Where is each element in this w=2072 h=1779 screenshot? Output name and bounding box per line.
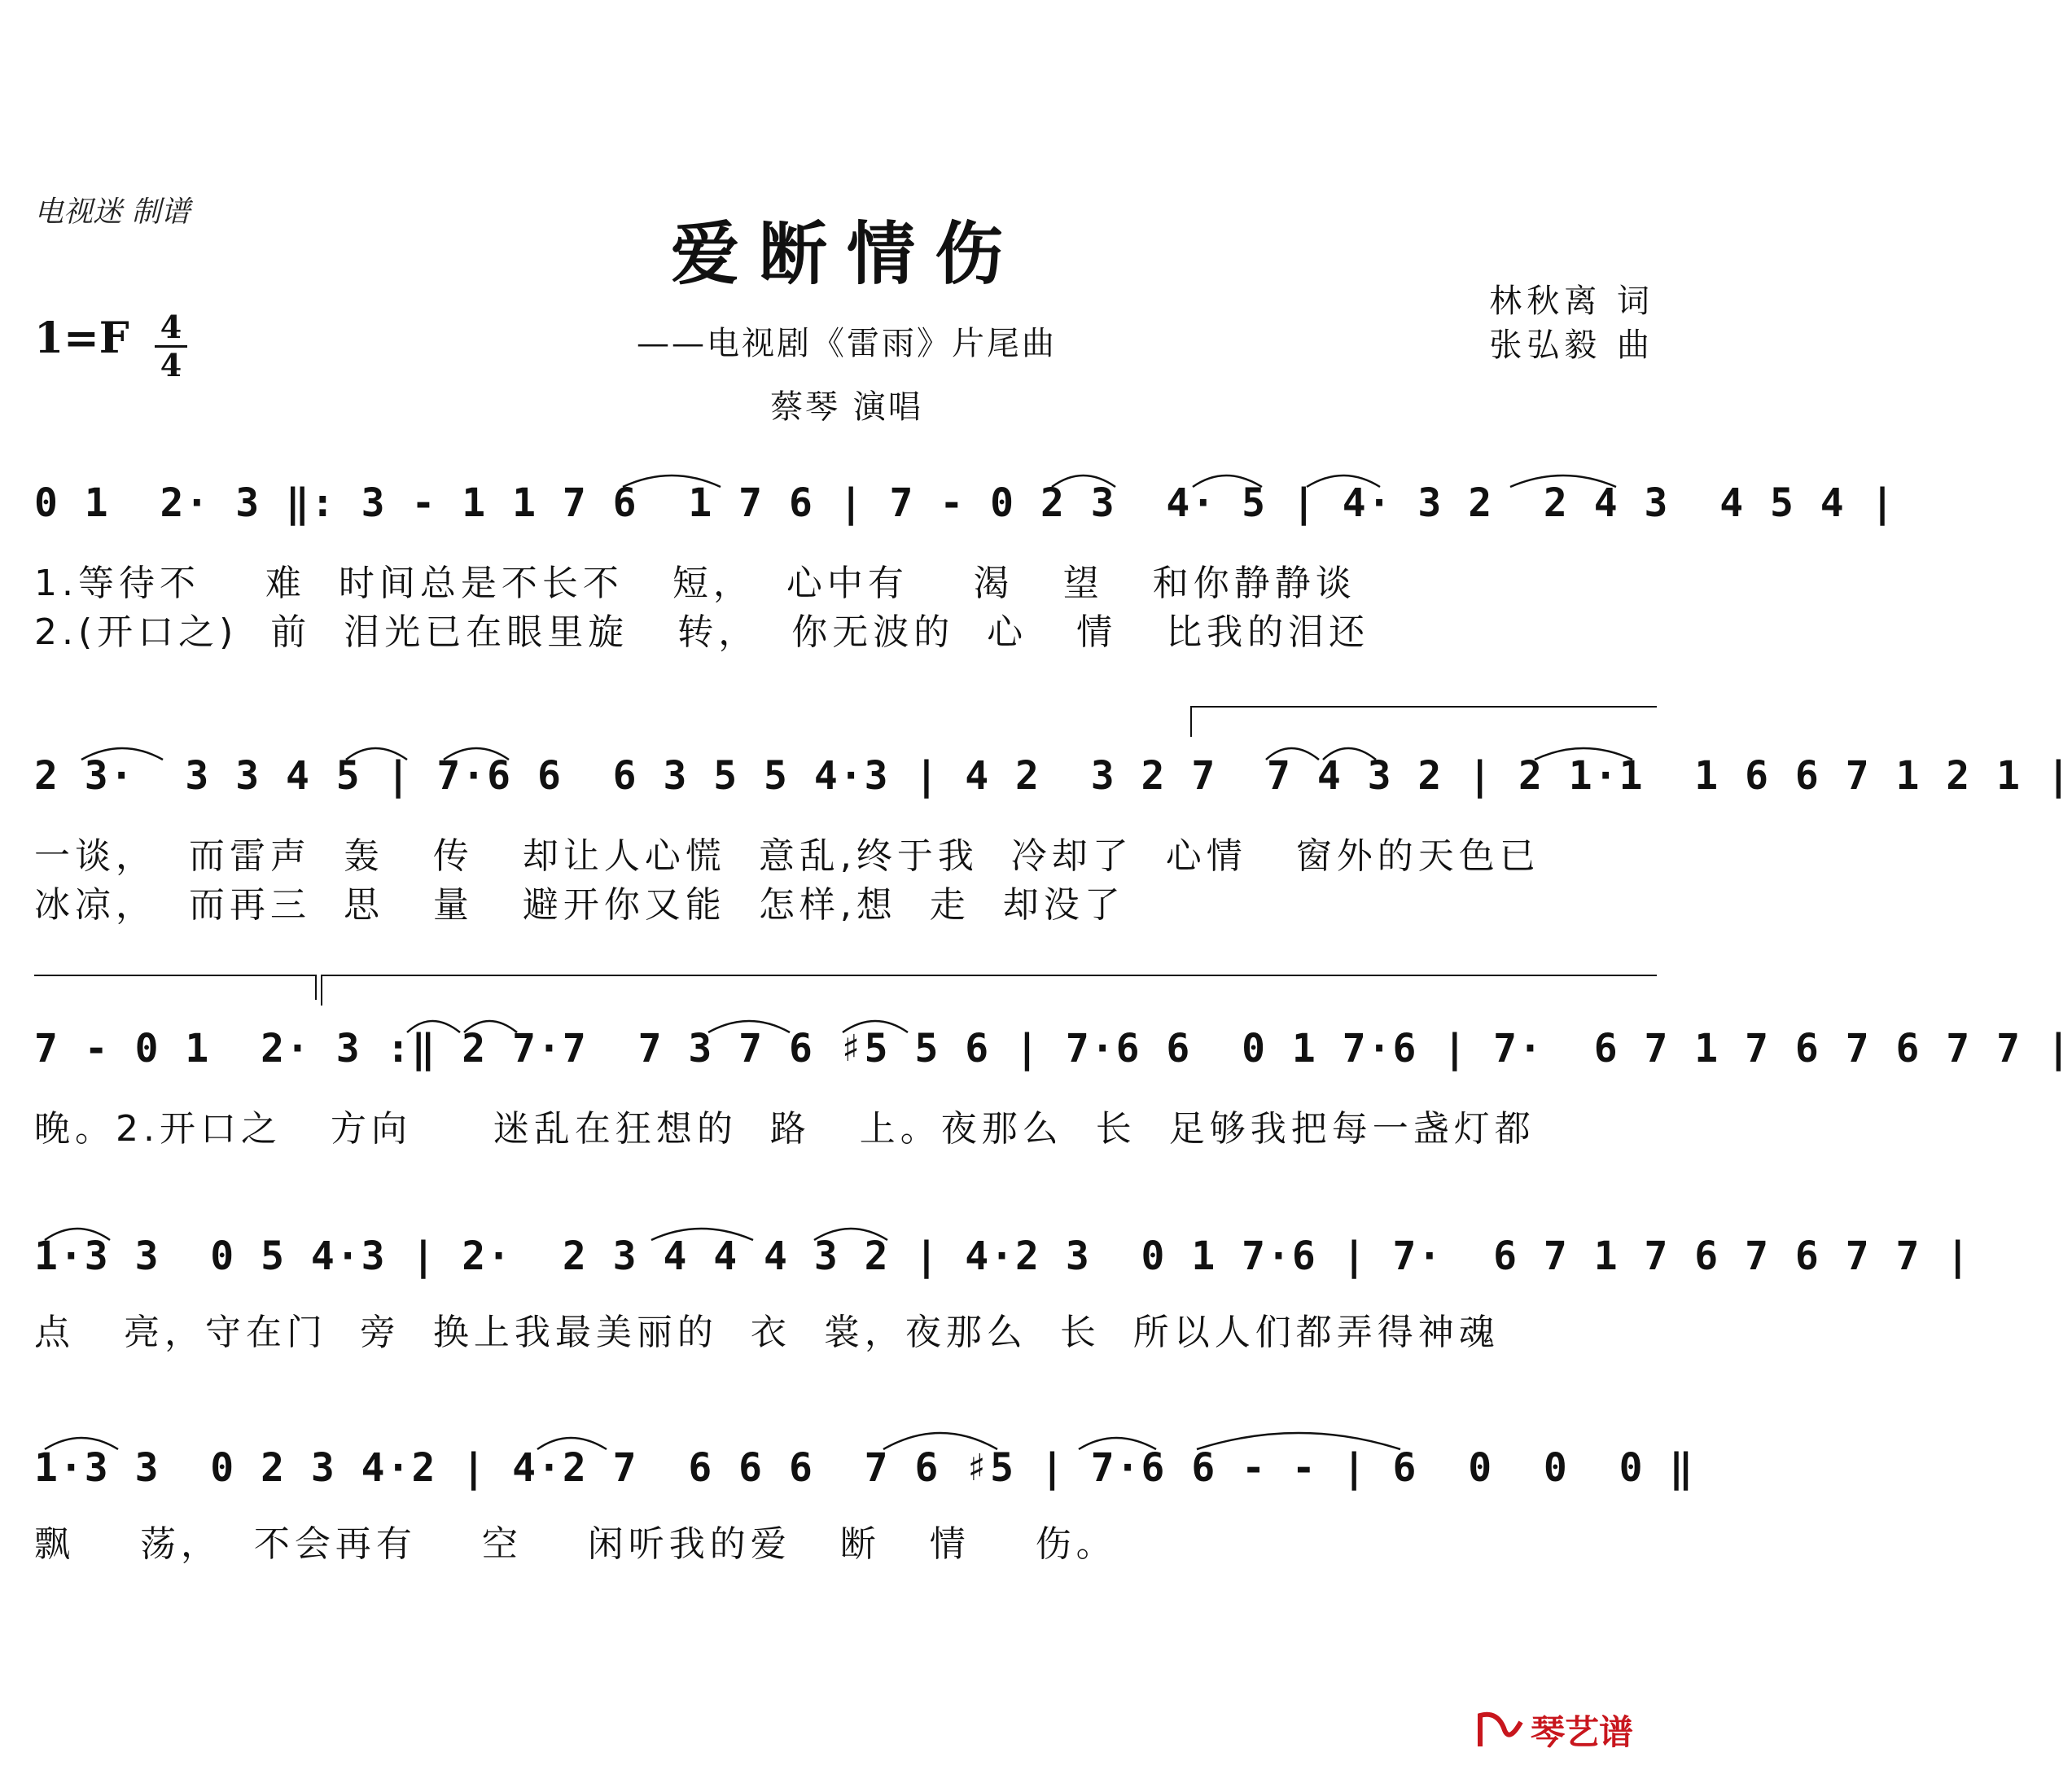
song-title: 爱断情伤 — [670, 213, 1023, 294]
music-line-3: 7 - 0 1 2· 3 :‖ 2 7·7 7 3 7 6 ♯5 5 6 | 7·6 6 0 1 7·6 | 7· 6 7 1 7 6 7 6 7 7 | — [34, 1026, 2072, 1071]
music-line-2: 2 3· 3 3 4 5 | 7·6 6 6 3 5 5 4·3 | 4 2 3 2 7 7 4 3 2 | 2 1·1 1 6 6 7 1 2 1 | — [34, 753, 2072, 799]
song-subtitle: ——电视剧《雷雨》片尾曲 — [637, 325, 1057, 362]
music-line-5: 1·3 3 0 2 3 4·2 | 4·2 7 6 6 6 7 6 ♯5 | 7·6 6 - - | 6 0 0 0 ‖ — [34, 1445, 1695, 1491]
volta-1-end-bracket — [34, 975, 316, 1000]
singer-credit: 蔡琴 演唱 — [770, 388, 923, 426]
lyric-line-5-1: 飘 荡， 不会再有 空 闲听我的爱 断 情 伤。 — [34, 1523, 1117, 1565]
logo-text: 琴艺谱 — [1531, 1712, 1634, 1752]
lyric-line-2-2: 冰凉， 而再三 思 量 避开你又能 怎样,想 走 却没了 — [34, 884, 1125, 926]
logo-mark-icon — [1480, 1715, 1521, 1746]
music-line-4: 1·3 3 0 5 4·3 | 2· 2 3 4 4 4 3 2 | 4·2 3 0 1 7·6 | 7· 6 7 1 7 6 7 6 7 7 | — [34, 1233, 1972, 1279]
composer-credit: 张弘毅 曲 — [1489, 326, 1654, 364]
lyric-line-1-1: 1.等待不 难 时间总是不长不 短， 心中有 渴 望 和你静静谈 — [34, 563, 1356, 604]
meter-top: 4 — [160, 309, 182, 345]
lyricist-credit: 林秋离 词 — [1489, 283, 1654, 320]
meter-bottom: 4 — [160, 347, 182, 383]
lyric-line-1-2: 2.(开口之) 前 泪光已在眼里旋 转， 你无波的 心 情 比我的泪还 — [34, 611, 1370, 653]
volta-2-bracket — [322, 975, 1657, 1006]
music-line-1: 0 1 2· 3 ‖: 3 - 1 1 7 6 1 7 6 | 7 - 0 2 3 4· 5 | 4· 3 2 2 4 3 4 5 4 | — [34, 480, 1896, 526]
lyric-line-2-1: 一谈， 而雷声 轰 传 却让人心慌 意乱,终于我 冷却了 心情 窗外的天色已 — [34, 835, 1540, 877]
key-signature: 1=F — [34, 313, 129, 363]
lyric-line-3-1: 晚。2.开口之 方向 迷乱在狂想的 路 上。夜那么 长 足够我把每一盏灯都 — [34, 1108, 1535, 1150]
qinyipu-logo — [1474, 1706, 1661, 1755]
tie-arcs — [45, 475, 1632, 1449]
volta-1-bracket — [1191, 707, 1657, 737]
lyric-line-4-1: 点 亮，守在门 旁 换上我最美丽的 衣 裳，夜那么 长 所以人们都弄得神魂 — [34, 1312, 1500, 1353]
maker-note: 电视迷 制谱 — [34, 195, 191, 229]
